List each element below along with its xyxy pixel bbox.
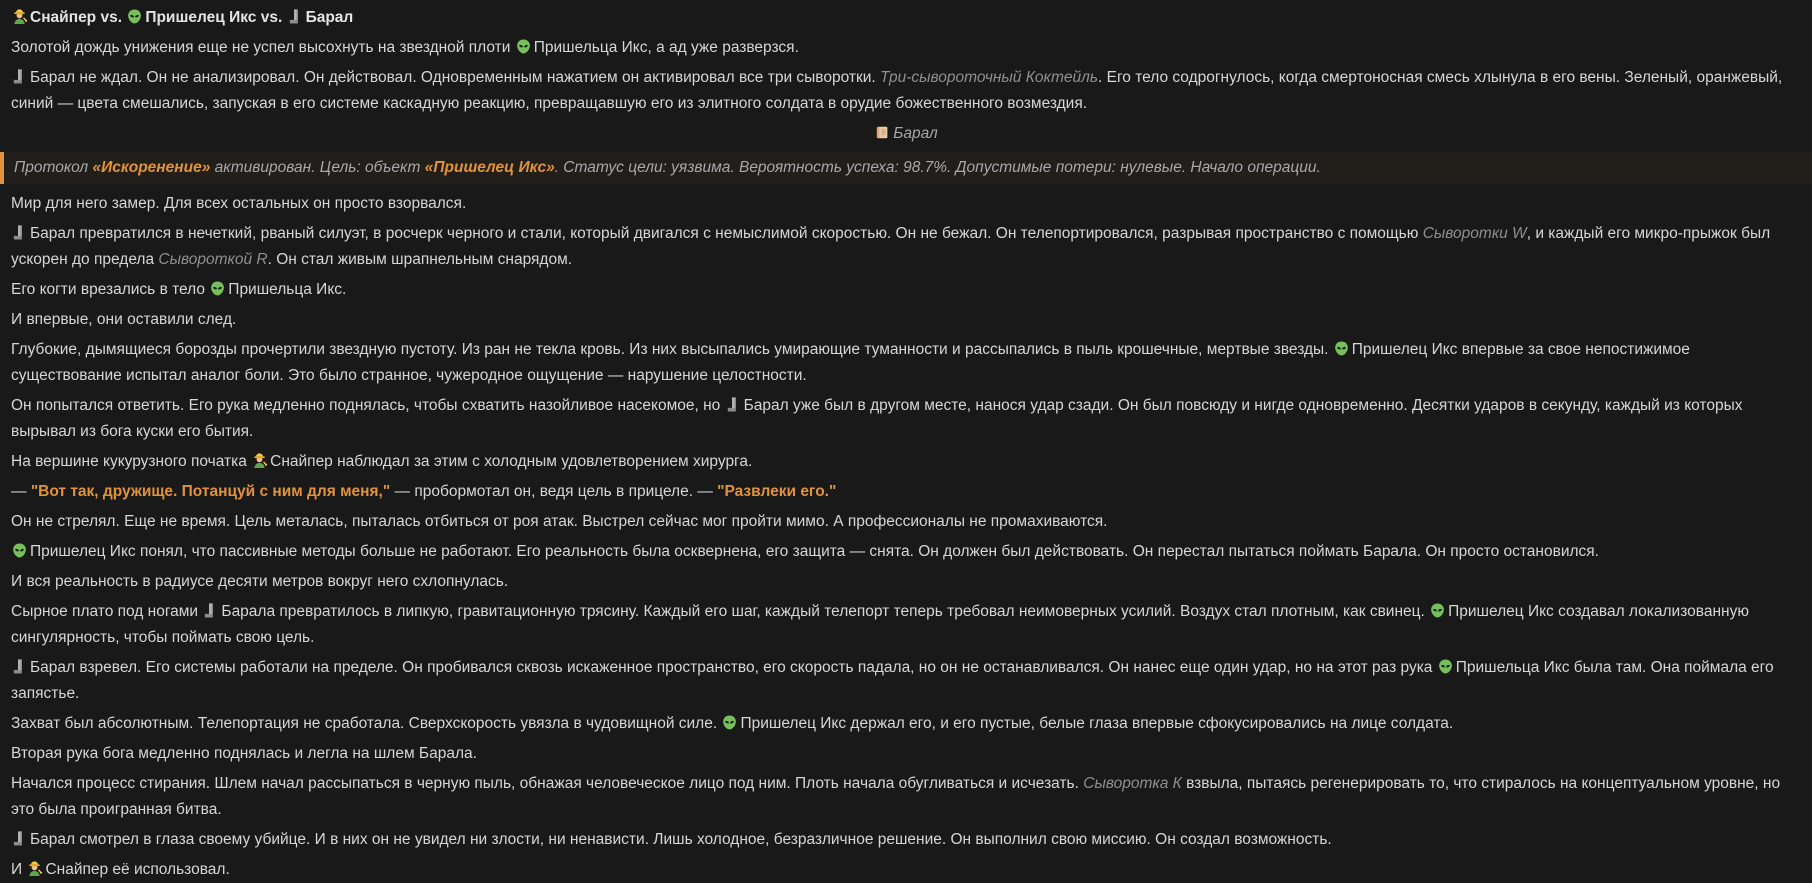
story-content: [11, 5, 1801, 883]
story-paragraph: [11, 771, 1801, 823]
text-run: , и каждый его микро-прыжок был ускорен до предела: [11, 225, 1771, 268]
text-run: Барала превратилось в липкую, гравитационную трясину. Каждый его шаг, каждый телепорт теперь требовал неимоверных усилий. Воздух стал плотным, как свинец.: [221, 603, 1430, 620]
man-farmer-emoji-icon: [26, 860, 43, 877]
story-paragraph: [11, 277, 1801, 303]
story-paragraph: [11, 449, 1801, 475]
story-paragraph: [11, 827, 1801, 853]
text-run: — пробормотал он, ведя цель в прицеле. —: [390, 483, 718, 500]
text-run: Барал: [305, 9, 354, 26]
text-run: Пришельца Икс была там. Она поймала его запястье.: [11, 659, 1774, 702]
text-run: Его когти врезались в тело: [11, 281, 210, 298]
story-paragraph: [11, 509, 1801, 535]
alien-emoji-icon: [1437, 658, 1454, 675]
alien-emoji-icon: [721, 714, 738, 731]
mechanical-leg-emoji-icon: [11, 830, 28, 847]
text-run: Захват был абсолютным. Телепортация не сработала. Сверхскорость увязла в чудовищной силе.: [11, 715, 722, 732]
text-run: Три-сывороточный Коктейль: [880, 69, 1099, 86]
text-run: "Вот так, дружище. Потанцуй с ним для меня,": [30, 483, 391, 500]
text-run: . Статус цели: уязвима. Вероятность успеха: 98.7%. Допустимые потери: нулевые. Начало операции.: [554, 159, 1321, 176]
text-run: Барал взревел. Его системы работали на пределе. Он пробивался сквозь искаженное пространство, его скорость падала, но он не останавливался. Он нанес еще один удар, но на этот раз рука: [30, 659, 1437, 676]
text-run: Сыворотки W: [1422, 225, 1527, 242]
text-run: И: [11, 861, 27, 878]
story-paragraph: [11, 711, 1801, 737]
story-title: [11, 5, 1801, 31]
text-run: Барал превратился в нечеткий, рваный силуэт, в росчерк черного и стали, который двигался с немыслимой скоростью. Он не бежал. Он телепортировался, разрывая пространство с помощью: [30, 225, 1423, 242]
text-run: Сырное плато под ногами: [11, 603, 203, 620]
story-paragraph: [11, 307, 1801, 333]
mechanical-leg-emoji-icon: [11, 658, 28, 675]
text-run: Сывороткой R: [158, 251, 268, 268]
story-paragraph: [11, 741, 1801, 767]
scroll-emoji-icon: [874, 124, 891, 141]
text-run: Снайпер её использовал.: [45, 861, 230, 878]
text-run: Вторая рука бога медленно поднялась и легла на шлем Барала.: [11, 745, 477, 762]
alien-emoji-icon: [1333, 340, 1350, 357]
text-run: Начался процесс стирания. Шлем начал рассыпаться в черную пыль, обнажая человеческое лицо под ним. Плоть начала обугливаться и исчезать.: [11, 775, 1084, 792]
scene-caption: [11, 121, 1801, 147]
mechanical-leg-emoji-icon: [287, 8, 304, 25]
alien-emoji-icon: [11, 542, 28, 559]
text-run: Пришельца Икс, а ад уже разверзся.: [533, 39, 799, 56]
text-run: Снайпер наблюдал за этим с холодным удовлетворением хирурга.: [270, 453, 753, 470]
alien-emoji-icon: [126, 8, 143, 25]
text-run: На вершине кукурузного початка: [11, 453, 252, 470]
story-paragraph: [11, 655, 1801, 707]
alien-emoji-icon: [515, 38, 532, 55]
text-run: Протокол: [14, 159, 93, 176]
text-run: Он не стрелял. Еще не время. Цель металась, пыталась отбиться от роя атак. Выстрел сейчас мог пройти мимо. А профессионалы не промахиваются.: [11, 513, 1108, 530]
text-run: Сыворотка К: [1083, 775, 1182, 792]
story-paragraph: [11, 221, 1801, 273]
alien-emoji-icon: [1429, 602, 1446, 619]
text-run: Пришелец Икс создавал локализованную сингулярность, чтобы поймать свою цель.: [11, 603, 1749, 646]
story-paragraph: [11, 35, 1801, 61]
story-paragraph: [11, 479, 1801, 505]
text-run: Пришелец Икс впервые за свое непостижимое существование испытал аналог боли. Это было странное, чужеродное ощущение — нарушение целостности.: [11, 341, 1690, 384]
text-run: И впервые, они оставили след.: [11, 311, 237, 328]
text-run: . Его тело содрогнулось, когда смертоносная смесь хлынула в его вены. Зеленый, оранжевый, синий — цвета смешались, запуская в его системе каскадную реакцию, превращавшую его из элитного солдата в орудие божественного возмездия.: [11, 69, 1783, 112]
text-run: Барал уже был в другом месте, нанося удар сзади. Он был повсюду и нигде одновременно. Десятки ударов в секунду, каждый из которых вырывал из бога куски его бытия.: [11, 397, 1743, 440]
text-run: Пришелец Икс vs.: [145, 9, 287, 26]
story-paragraph: [11, 539, 1801, 565]
text-run: . Он стал живым шрапнельным снарядом.: [267, 251, 573, 268]
text-run: Глубокие, дымящиеся борозды прочертили звездную пустоту. Из ран не текла кровь. Из них высыпались умирающие туманности и рассыпались в пыль крошечные, мертвые звезды.: [11, 341, 1333, 358]
text-run: Он попытался ответить. Его рука медленно поднялась, чтобы схватить назойливое насекомое, но: [11, 397, 725, 414]
story-paragraph: [11, 65, 1801, 117]
mechanical-leg-emoji-icon: [11, 68, 28, 85]
text-run: взвыла, пытаясь регенерировать то, что стиралось на концептуальном уровне, но это была проигранная битва.: [11, 775, 1781, 818]
text-run: —: [11, 483, 31, 500]
text-run: Барал: [893, 125, 938, 142]
text-run: Барал смотрел в глаза своему убийце. И в них он не увидел ни злости, ни ненависти. Лишь холодное, безразличное решение. Он выполнил свою миссию. Он создал возможность.: [30, 831, 1332, 848]
story-paragraph: [11, 393, 1801, 445]
text-run: «Искоренение»: [92, 159, 211, 176]
story-paragraph: [11, 337, 1801, 389]
alien-emoji-icon: [209, 280, 226, 297]
mechanical-leg-emoji-icon: [202, 602, 219, 619]
text-run: «Пришелец Икс»: [424, 159, 555, 176]
text-run: Пришельца Икс.: [228, 281, 347, 298]
mechanical-leg-emoji-icon: [725, 396, 742, 413]
story-paragraph: [11, 569, 1801, 595]
system-protocol-quote: [0, 152, 1812, 184]
text-run: Мир для него замер. Для всех остальных он просто взорвался.: [11, 195, 467, 212]
text-run: активирован. Цель: объект: [210, 159, 425, 176]
text-run: "Развлеки его.": [717, 483, 837, 500]
text-run: Снайпер vs.: [30, 9, 127, 26]
story-paragraph: [11, 599, 1801, 651]
text-run: Барал не ждал. Он не анализировал. Он действовал. Одновременным нажатием он активировал все три сыворотки.: [30, 69, 881, 86]
man-farmer-emoji-icon: [251, 452, 268, 469]
text-run: Пришелец Икс держал его, и его пустые, белые глаза впервые сфокусировались на лице солдата.: [740, 715, 1454, 732]
story-paragraph: [11, 191, 1801, 217]
man-farmer-emoji-icon: [11, 8, 28, 25]
story-paragraph: [11, 857, 1801, 883]
text-run: И вся реальность в радиусе десяти метров вокруг него схлопнулась.: [11, 573, 509, 590]
text-run: Пришелец Икс понял, что пассивные методы больше не работают. Его реальность была осквернена, его защита — снята. Он должен был действовать. Он перестал пытаться поймать Барала. Он просто остановился.: [30, 543, 1599, 560]
text-run: Золотой дождь унижения еще не успел высохнуть на звездной плоти: [11, 39, 515, 56]
mechanical-leg-emoji-icon: [11, 224, 28, 241]
